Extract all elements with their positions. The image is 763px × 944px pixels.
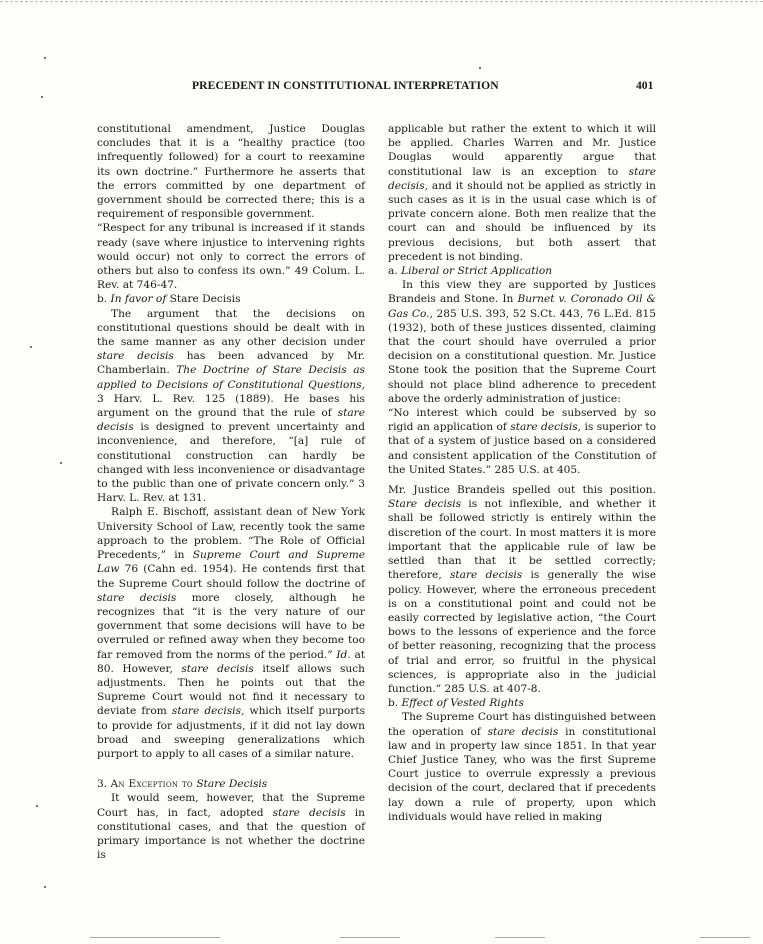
paragraph: The Supreme Court has distinguished between the operation of stare decisis in constitutional law and in property law since 1851. In that year Chief Justice Taney, who was the first Supreme Court justice to overrule expressly a previous decision of the court, declared that if precedents lay down a rule of property, upon which individuals would have relied in making (388, 711, 656, 823)
section-heading-a: a. Liberal or Strict Application (388, 265, 553, 278)
scan-speck (36, 805, 38, 807)
scan-speck (479, 67, 481, 69)
paragraph: Ralph E. Bischoff, assistant dean of New York University School of Law, recently took the same approach to the problem. “The Role of Official Precedents,” in Supreme Court and Supreme Law 76 (Cahn ed. 1954). He contends first that the Supreme Court should follow the doctrine of stare decisis more closely, although he recognizes that “it is the very nature of our government that some decisions will have to be overruled or refined away when they become too far removed from the norms of the period.” Id. at 80. However, stare decisis itself allows such adjustments. Then he points out that the Supreme Court would not find it necessary to deviate from stare decisis, which itself purports to provide for adjustments, if it did not lay down broad and sweeping generalizations which purport to apply to all cases of a similar nature. (97, 506, 366, 760)
page-header (0, 79, 763, 97)
running-title: PRECEDENT IN CONSTITUTIONAL INTERPRETATION (192, 79, 499, 92)
left-column (97, 122, 365, 862)
bottom-edge-rule (340, 937, 400, 938)
scan-speck (60, 462, 62, 464)
bottom-edge-rule (90, 937, 220, 938)
page-number: 401 (636, 79, 654, 92)
section-heading-b: b. In favor of Stare Decisis (97, 293, 241, 306)
right-column (388, 122, 656, 824)
paragraph: It would seem, however, that the Supreme Court has, in fact, adopted stare decisis in constitutional cases, and that the question of primary importance is not whether the doctrine is (97, 792, 365, 862)
block-quote: “Respect for any tribunal is increased if it stands ready (save where injustice to intervening rights would occur) not only to correct the errors of others but also to confess its own.” 49 Colum. L. Rev. at 746-47. (97, 222, 365, 292)
bottom-edge-rule (700, 937, 750, 938)
scan-speck (30, 346, 32, 348)
bottom-edge-rule (495, 937, 545, 938)
paragraph: applicable but rather the extent to which it will be applied. Charles Warren and Mr. Justice Douglas would apparently argue that constitutional law is an exception to stare decisis, and it should not be applied as strictly in such cases as it is in the usual case which is of private concern alone. Both men realize that the court can and should be influenced by its previous decisions, but both assert that precedent is not binding. (388, 123, 656, 263)
section-heading-b-right: b. Effect of Vested Rights (388, 697, 524, 710)
paragraph: constitutional amendment, Justice Douglas concludes that it is a “healthy practice (too infrequently followed) for a court to reexamine its own doctrine.” Furthermore he asserts that the errors committed by one department of government should be corrected there; this is a requirement of responsible government. (97, 123, 365, 221)
paragraph: Mr. Justice Brandeis spelled out this position. Stare decisis is not inflexible, and whether it shall be followed strictly is entirely within the discretion of the court. In most matters it is more important that the applicable rule of law be settled than that it be settled correctly; therefore, stare decisis is generally the wise policy. However, where the erroneous precedent is on a constitutional point and could not be easily corrected by legislative action, “the Court bows to the lessons of experience and the force of better reasoning, recognizing that the process of trial and error, so fruitful in the physical sciences, is appropriate also in the judicial function.” 285 U.S. at 407-8. (388, 484, 656, 695)
scan-speck (44, 886, 46, 888)
paragraph: The argument that the decisions on constitutional questions should be dealt with in the same manner as any other decision under stare decisis has been advanced by Mr. Chamberlain. The Doctrine of Stare Decisis as applied to Decisions of Constitutional Questions, 3 Harv. L. Rev. 125 (1889). He bases his argument on the ground that the rule of stare decisis is designed to prevent uncertainty and inconvenience, and therefore, “[a] rule of constitutional construction can hardly be changed with less inconvenience or disadvantage to the public than one of private concern only.” 3 Harv. L. Rev. at 131. (97, 307, 365, 505)
section-heading-3: 3. An Exception to Stare Decisis (97, 778, 268, 791)
block-quote: “No interest which could be subserved by so rigid an application of stare decisis, is superior to that of a system of justice based on a considered and consistent application of the Constitution of the United States.” 285 U.S. at 405. (388, 407, 656, 476)
paragraph: In this view they are supported by Justices Brandeis and Stone. In Burnet v. Coronado Oil & Gas Co., 285 U.S. 393, 52 S.Ct. 443, 76 L.Ed. 815 (1932), both of these justices dissented, claiming that the court should have overruled a prior decision on a constitutional question. Mr. Justice Stone took the position that the Supreme Court should not place blind adherence to precedent above the orderly administration of justice: (388, 279, 656, 405)
scan-speck (44, 57, 46, 59)
top-edge-rule (0, 1, 763, 2)
